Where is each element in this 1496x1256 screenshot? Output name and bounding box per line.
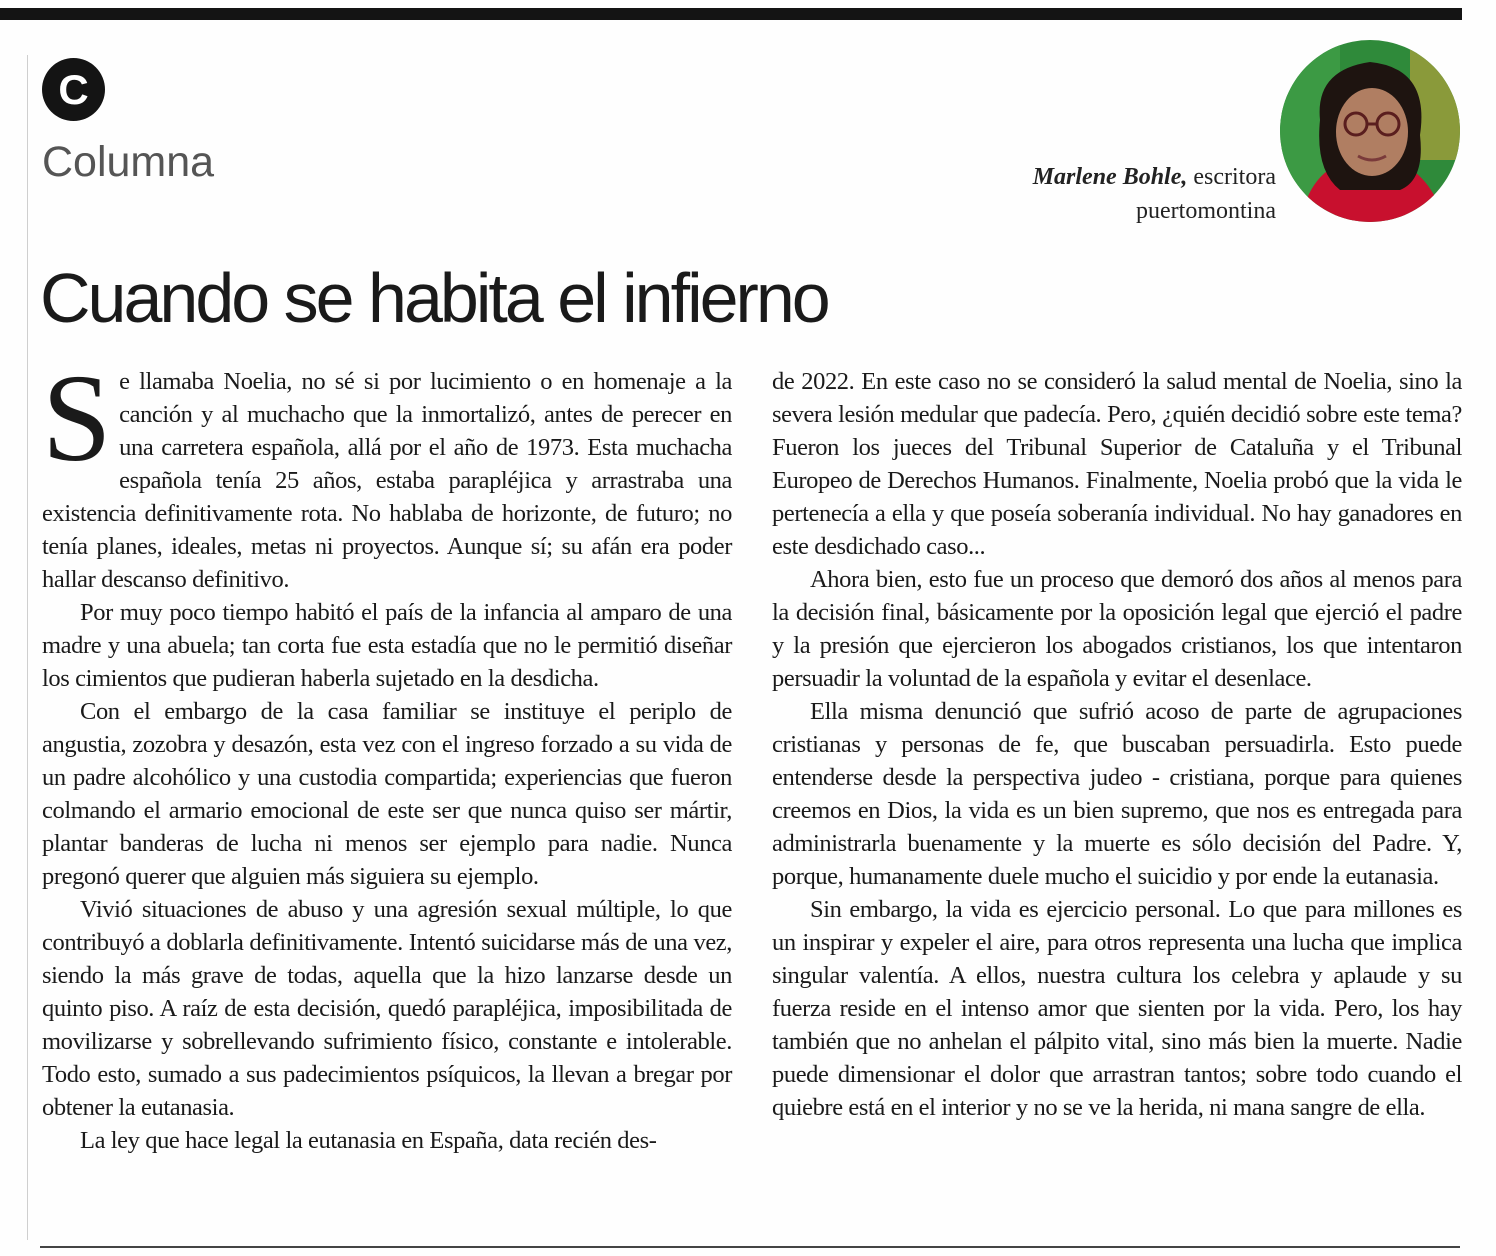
paragraph: Ella misma denunció que sufrió acoso de parte de agrupaciones cristianas y personas de fe, que buscaban persuadirla. Esto puede entenderse desde la perspectiva judeo - cristiana, porque para quienes creemos en Dios, la vida es un bien supremo, que nos es entregada para administrarla buenamente y la muerte es sólo decisión del Padre. Y, porque, humanamente duele mucho el suicidio y por ende la eutanasia. xyxy=(772,698,1462,890)
paragraph: Con el embargo de la casa familiar se instituye el periplo de angustia, zozobra y desazón, esta vez con el ingreso forzado a su vida de un padre alcohólico y una custodia compartida; experiencias que fueron colmando el armario emocional de este ser que nunca quiso ser mártir, plantar banderas de lucha ni menos ser ejemplo para nadie. Nunca pregonó querer que alguien más siguiera su ejemplo. xyxy=(42,698,732,890)
paragraph: Sin embargo, la vida es ejercicio personal. Lo que para millones es un inspirar y expeler el aire, para otros representa una lucha que implica singular valentía. A ellos, nuestra cultura los celebra y aplaude y su fuerza reside en el intenso amor que sienten por la vida. Pero, los hay también que no anhelan el pálpito vital, sino más bien la muerte. Nadie puede dimensionar el dolor que arrastran tantos; sobre todo cuando el quiebre está en el interior y no se ve la herida, ni mana sangre de ella. xyxy=(772,896,1462,1121)
paragraph: La ley que hace legal la eutanasia en España, data recién des- xyxy=(80,1127,657,1154)
paragraph: Por muy poco tiempo habitó el país de la infancia al amparo de una madre y una abuela; tan corta fue esta estadía que no le permitió diseñar los cimientos que pudieran haberla sujetado en la desdicha. xyxy=(42,599,732,692)
article-column-right xyxy=(772,365,1462,1124)
top-rule xyxy=(0,8,1462,20)
paragraph: de 2022. En este caso no se consideró la salud mental de Noelia, sino la severa lesión medular que padecía. Pero, ¿quién decidió sobre este tema? Fueron los jueces del Tribunal Superior de Cataluña y el Tribunal Europeo de Derechos Humanos. Finalmente, Noelia probó que la vida le pertenecía a ella y que poseía soberanía individual. No hay ganadores en este desdichado caso... xyxy=(772,368,1462,560)
paragraph: Ahora bien, esto fue un proceso que demoró dos años al menos para la decisión final, básicamente por la oposición legal que ejerció el padre y la presión que ejercieron los abogados cristianos, los que intentaron persuadir la voluntad de la española y evitar el desenlace. xyxy=(772,566,1462,692)
paragraph: Vivió situaciones de abuso y una agresión sexual múltiple, lo que contribuyó a doblarla definitivamente. Intentó suicidarse más de una vez, siendo la más grave de todas, aquella que la hizo lanzarse desde un quinto piso. A raíz de esta decisión, quedó parapléjica, imposibilitada de movilizarse y sobrellevando sufrimiento físico, constante e intolerable. Todo esto, sumado a sus padecimientos psíquicos, la llevan a bregar por obtener la eutanasia. xyxy=(42,896,732,1121)
article-headline: Cuando se habita el infierno xyxy=(40,259,828,337)
author-name: Marlene Bohle, xyxy=(1032,164,1188,190)
paragraph: Se llamaba Noelia, no sé si por lucimiento o en homenaje a la canción y al muchacho que la inmortalizó, antes de perecer en una carretera española, allá por el año de 1973. Esta muchacha española tenía 25 años, estaba parapléjica y arrastraba una existencia definitivamente rota. No hablaba de horizonte, de futuro; no tenía planes, ideales, metas ni proyectos. Aunque sí; su afán era poder hallar descanso definitivo. xyxy=(42,350,732,593)
author-role: escritora xyxy=(1193,164,1276,190)
author-portrait-image xyxy=(1280,40,1460,222)
author-byline xyxy=(1033,160,1276,228)
drop-cap: S xyxy=(42,350,112,488)
left-margin-rule xyxy=(27,55,28,1240)
bottom-rule xyxy=(40,1246,1460,1248)
column-badge: C xyxy=(42,58,105,121)
author-role-line2: puertomontina xyxy=(1136,198,1276,224)
article-column-left xyxy=(42,350,732,1157)
section-label: Columna xyxy=(42,138,215,186)
author-photo xyxy=(1280,40,1460,222)
